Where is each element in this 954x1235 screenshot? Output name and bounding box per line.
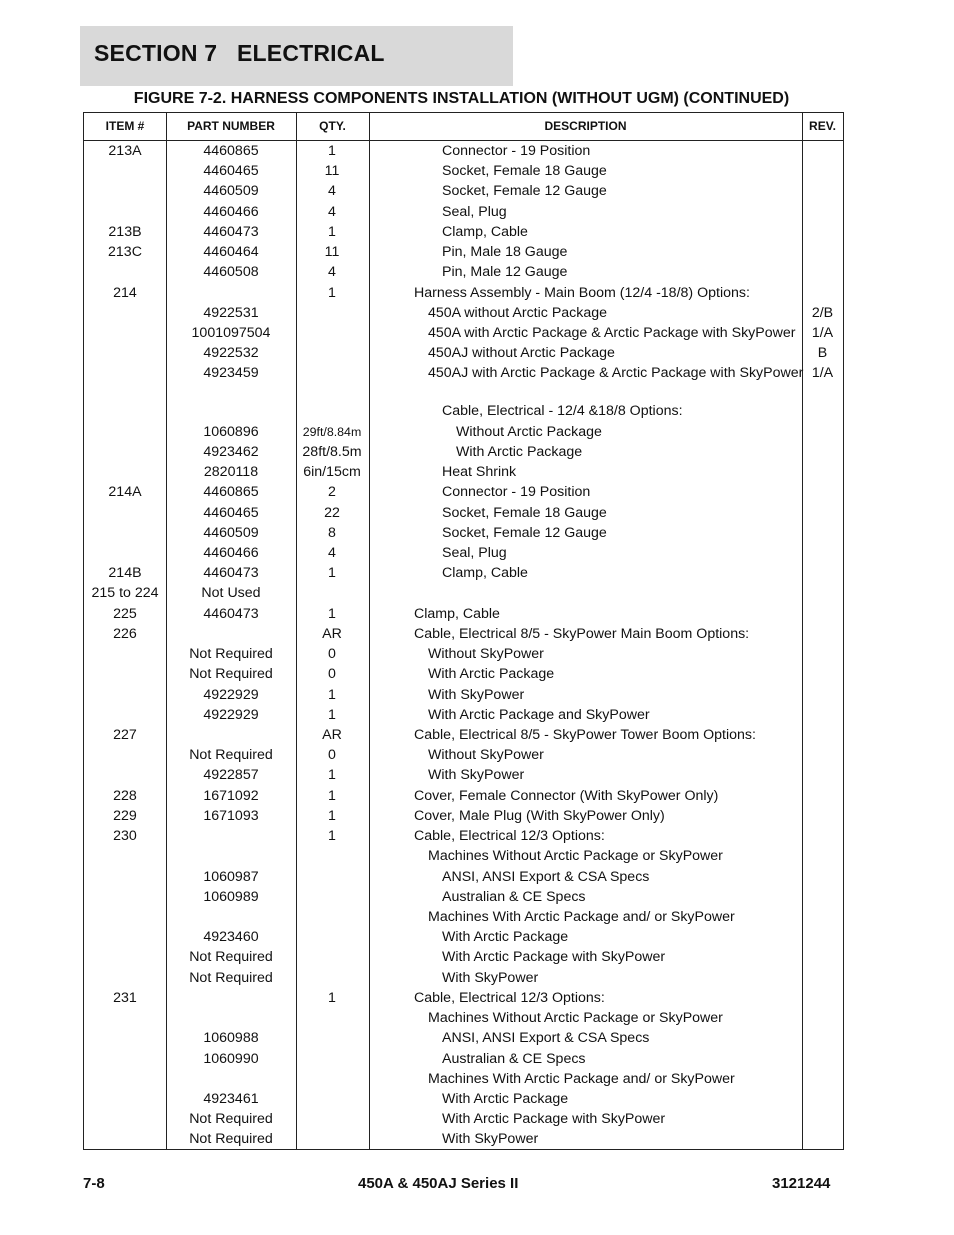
table-row (84, 283, 843, 303)
qty-cell: 1 (328, 767, 336, 784)
description-cell: Connector - 19 Position (442, 484, 591, 501)
description-cell: Pin, Male 18 Gauge (442, 244, 568, 261)
item-cell: 213C (108, 244, 142, 261)
qty-cell: 1 (328, 565, 336, 582)
part-number-cell: 4460509 (203, 524, 259, 541)
header-description: DESCRIPTION (544, 119, 627, 133)
part-number-cell: 4460508 (203, 264, 259, 281)
description-cell: Connector - 19 Position (442, 143, 591, 159)
part-number-cell: 1060896 (203, 423, 259, 440)
description-cell: Clamp, Cable (442, 565, 528, 582)
description-cell: Machines With Arctic Package and/ or SkyPower (428, 1070, 735, 1087)
qty-cell: 0 (328, 646, 336, 663)
header-part-number: PART NUMBER (187, 119, 275, 133)
part-number-cell: Not Required (189, 969, 273, 986)
part-number-cell: 1060988 (203, 1030, 259, 1047)
table-row (84, 262, 843, 282)
table-row (84, 401, 843, 421)
description-cell: Seal, Plug (442, 203, 507, 220)
part-number-cell: Not Required (189, 1131, 273, 1148)
table-row (84, 664, 843, 684)
part-number-cell: 2820118 (203, 464, 259, 481)
item-cell: 227 (113, 726, 137, 743)
table-row (84, 363, 843, 383)
table-row (84, 765, 843, 785)
part-number-cell: Not Required (189, 1111, 273, 1128)
item-cell: 226 (113, 625, 137, 642)
table-row (84, 826, 843, 846)
description-cell: With Arctic Package (442, 1090, 569, 1107)
part-number-cell: 4460473 (203, 223, 259, 240)
description-cell: Harness Assembly - Main Boom (12/4 -18/8) Options: (414, 284, 750, 301)
item-cell: 225 (113, 605, 137, 622)
description-cell: With SkyPower (428, 767, 525, 784)
item-cell: 213A (108, 143, 142, 159)
table-row (84, 1028, 843, 1048)
description-cell: Socket, Female 18 Gauge (442, 504, 607, 521)
description-cell: Cable, Electrical 12/3 Options: (414, 828, 605, 844)
table-row (84, 442, 843, 462)
table-row (84, 242, 843, 262)
qty-cell: 1 (328, 706, 336, 723)
description-cell: Machines Without Arctic Package or SkyPower (428, 1010, 723, 1026)
part-number-cell: 4460865 (203, 143, 259, 159)
part-number-cell: 1001097504 (191, 325, 271, 341)
description-cell: Without SkyPower (428, 646, 544, 663)
description-cell: Machines Without Arctic Package or SkyPower (428, 848, 723, 865)
table-row (84, 1049, 843, 1069)
part-number-cell: Not Required (189, 646, 273, 663)
part-number-cell: 4922929 (203, 706, 259, 723)
model-name: 450A & 450AJ Series II (358, 1175, 519, 1192)
table-row (84, 624, 843, 644)
table-row (84, 887, 843, 907)
qty-cell: AR (322, 625, 342, 642)
part-number-cell: 1671092 (203, 787, 259, 804)
table-row (84, 141, 843, 161)
part-number-cell: 4923460 (203, 929, 259, 946)
table-row (84, 705, 843, 725)
table-row (84, 786, 843, 806)
item-cell: 228 (113, 787, 137, 804)
table-row (84, 1129, 843, 1149)
part-number-cell: 4922929 (203, 686, 259, 703)
qty-cell: 6in/15cm (303, 464, 361, 481)
table-row (84, 867, 843, 887)
table-row (84, 202, 843, 222)
table-row (84, 1069, 843, 1089)
description-cell: With SkyPower (442, 969, 539, 986)
part-number-cell: 4460473 (203, 565, 259, 582)
description-cell: Clamp, Cable (442, 223, 528, 240)
document-number: 3121244 (772, 1175, 831, 1192)
qty-cell: 1 (328, 223, 336, 240)
rev-cell: 1/A (811, 325, 834, 341)
table-row (84, 907, 843, 927)
table-row (84, 422, 843, 442)
part-number-cell: 4460473 (203, 605, 259, 622)
table-row (84, 685, 843, 705)
table-row (84, 563, 843, 583)
item-cell: 214 (113, 284, 137, 301)
description-cell: Cable, Electrical 8/5 - SkyPower Main Boom Options: (414, 625, 750, 642)
table-row (84, 161, 843, 181)
qty-cell: 1 (328, 787, 336, 804)
description-cell: Cable, Electrical - 12/4 &18/8 Options: (442, 403, 683, 420)
description-cell: Australian & CE Specs (442, 888, 586, 905)
table-row (84, 503, 843, 523)
qty-cell: 4 (328, 545, 336, 561)
part-number-cell: 1060990 (203, 1050, 259, 1067)
part-number-cell: 1060987 (203, 868, 259, 885)
table-row (84, 323, 843, 343)
part-number-cell: Not Required (189, 949, 273, 966)
qty-cell: 11 (324, 163, 340, 180)
description-cell: Machines With Arctic Package and/ or SkyPower (428, 908, 735, 925)
table-row (84, 604, 843, 624)
qty-cell: 11 (324, 244, 340, 261)
table-row (84, 846, 843, 866)
item-cell: 230 (113, 828, 137, 844)
qty-cell: 4 (328, 183, 336, 200)
qty-cell: 0 (328, 747, 336, 764)
header-qty: QTY. (319, 119, 346, 133)
table-row (84, 482, 843, 502)
description-cell: Cover, Female Connector (With SkyPower Only) (414, 787, 719, 804)
description-cell: Socket, Female 12 Gauge (442, 524, 607, 541)
description-cell: With Arctic Package and SkyPower (428, 706, 650, 723)
rev-cell: 1/A (811, 365, 834, 382)
table-row (84, 1109, 843, 1129)
qty-cell: 1 (328, 989, 336, 1006)
figure-title: FIGURE 7-2. HARNESS COMPONENTS INSTALLATION (WITHOUT UGM) (CONTINUED) (133, 90, 790, 107)
description-cell: Without SkyPower (428, 747, 544, 764)
description-cell: 450AJ without Arctic Package (428, 345, 615, 362)
description-cell: 450A without Arctic Package (428, 304, 608, 321)
part-number-cell: Not Required (189, 747, 273, 764)
description-cell: 450A with Arctic Package & Arctic Package with SkyPower (428, 325, 796, 341)
part-number-cell: 4923461 (203, 1090, 259, 1107)
table-row (84, 725, 843, 745)
part-number-cell: 4460509 (203, 183, 259, 200)
rev-cell: 2/B (811, 304, 834, 321)
table-row (84, 968, 843, 988)
table-row (84, 523, 843, 543)
part-number-cell: 4922532 (203, 345, 259, 362)
description-cell: Pin, Male 12 Gauge (442, 264, 568, 281)
part-number-cell: Not Required (189, 666, 273, 683)
part-number-cell: Not Used (201, 585, 261, 602)
item-cell: 229 (113, 807, 137, 824)
description-cell: Cable, Electrical 8/5 - SkyPower Tower Boom Options: (414, 726, 756, 743)
table-row (84, 806, 843, 826)
description-cell: ANSI, ANSI Export & CSA Specs (442, 868, 650, 885)
section-title: SECTION 7 ELECTRICAL (94, 40, 385, 66)
table-row (84, 988, 843, 1008)
description-cell: Cable, Electrical 12/3 Options: (414, 989, 605, 1006)
parts-table (83, 112, 844, 1150)
qty-cell: 1 (328, 807, 336, 824)
item-cell: 231 (113, 989, 137, 1006)
table-row (84, 745, 843, 765)
description-cell: Heat Shrink (442, 464, 517, 481)
part-number-cell: 4460465 (203, 504, 259, 521)
description-cell: With SkyPower (428, 686, 525, 703)
table-row (84, 927, 843, 947)
table-row (84, 1089, 843, 1109)
part-number-cell: 4460466 (203, 545, 259, 561)
description-cell: With Arctic Package (442, 929, 569, 946)
qty-cell: 4 (328, 203, 336, 220)
description-cell: Australian & CE Specs (442, 1050, 586, 1067)
description-cell: With Arctic Package (456, 443, 583, 460)
qty-cell: 1 (328, 284, 336, 301)
part-number-cell: 4460464 (203, 244, 259, 261)
part-number-cell: 4460865 (203, 484, 259, 501)
table-row (84, 947, 843, 967)
header-rev: REV. (809, 119, 836, 133)
description-cell: ANSI, ANSI Export & CSA Specs (442, 1030, 650, 1047)
qty-cell: 0 (328, 666, 336, 683)
description-cell: With Arctic Package with SkyPower (442, 1111, 666, 1128)
qty-cell: AR (322, 726, 342, 743)
part-number-cell: 4922857 (203, 767, 259, 784)
qty-cell: 22 (324, 504, 340, 521)
item-cell: 214B (108, 565, 142, 582)
table-row (84, 181, 843, 201)
qty-cell: 1 (328, 686, 336, 703)
description-cell: With Arctic Package (428, 666, 555, 683)
item-cell: 214A (108, 484, 142, 501)
qty-cell: 2 (328, 484, 336, 501)
description-cell: 450AJ with Arctic Package & Arctic Package with SkyPower (428, 365, 804, 382)
qty-cell: 28ft/8.5m (302, 443, 362, 460)
qty-cell: 1 (328, 605, 336, 622)
part-number-cell: 1671093 (203, 807, 259, 824)
part-number-cell: 4922531 (203, 304, 259, 321)
table-row (84, 583, 843, 603)
page-number: 7-8 (83, 1175, 105, 1192)
description-cell: Seal, Plug (442, 545, 507, 561)
qty-cell: 29ft/8.84m (302, 424, 362, 439)
description-cell: Cover, Male Plug (With SkyPower Only) (414, 807, 665, 824)
qty-cell: 8 (328, 524, 336, 541)
item-cell: 213B (108, 223, 142, 240)
part-number-cell: 4923459 (203, 365, 259, 382)
table-row (84, 644, 843, 664)
part-number-cell: 4460465 (203, 163, 259, 180)
qty-cell: 1 (328, 143, 336, 159)
table-row (84, 1008, 843, 1028)
part-number-cell: 4460466 (203, 203, 259, 220)
table-row (84, 222, 843, 242)
part-number-cell: 1060989 (203, 888, 259, 905)
table-row (84, 343, 843, 363)
description-cell: With Arctic Package with SkyPower (442, 949, 666, 966)
description-cell: Socket, Female 12 Gauge (442, 183, 607, 200)
part-number-cell: 4923462 (203, 443, 259, 460)
qty-cell: 1 (328, 828, 336, 844)
table-row (84, 543, 843, 563)
header-item: ITEM # (105, 119, 145, 133)
description-cell: With SkyPower (442, 1131, 539, 1148)
description-cell: Without Arctic Package (456, 423, 602, 440)
description-cell: Socket, Female 18 Gauge (442, 163, 607, 180)
table-row (84, 462, 843, 482)
rev-cell: B (817, 345, 828, 362)
qty-cell: 4 (328, 264, 336, 281)
item-cell: 215 to 224 (91, 585, 159, 602)
description-cell: Clamp, Cable (414, 605, 500, 622)
table-row (84, 303, 843, 323)
